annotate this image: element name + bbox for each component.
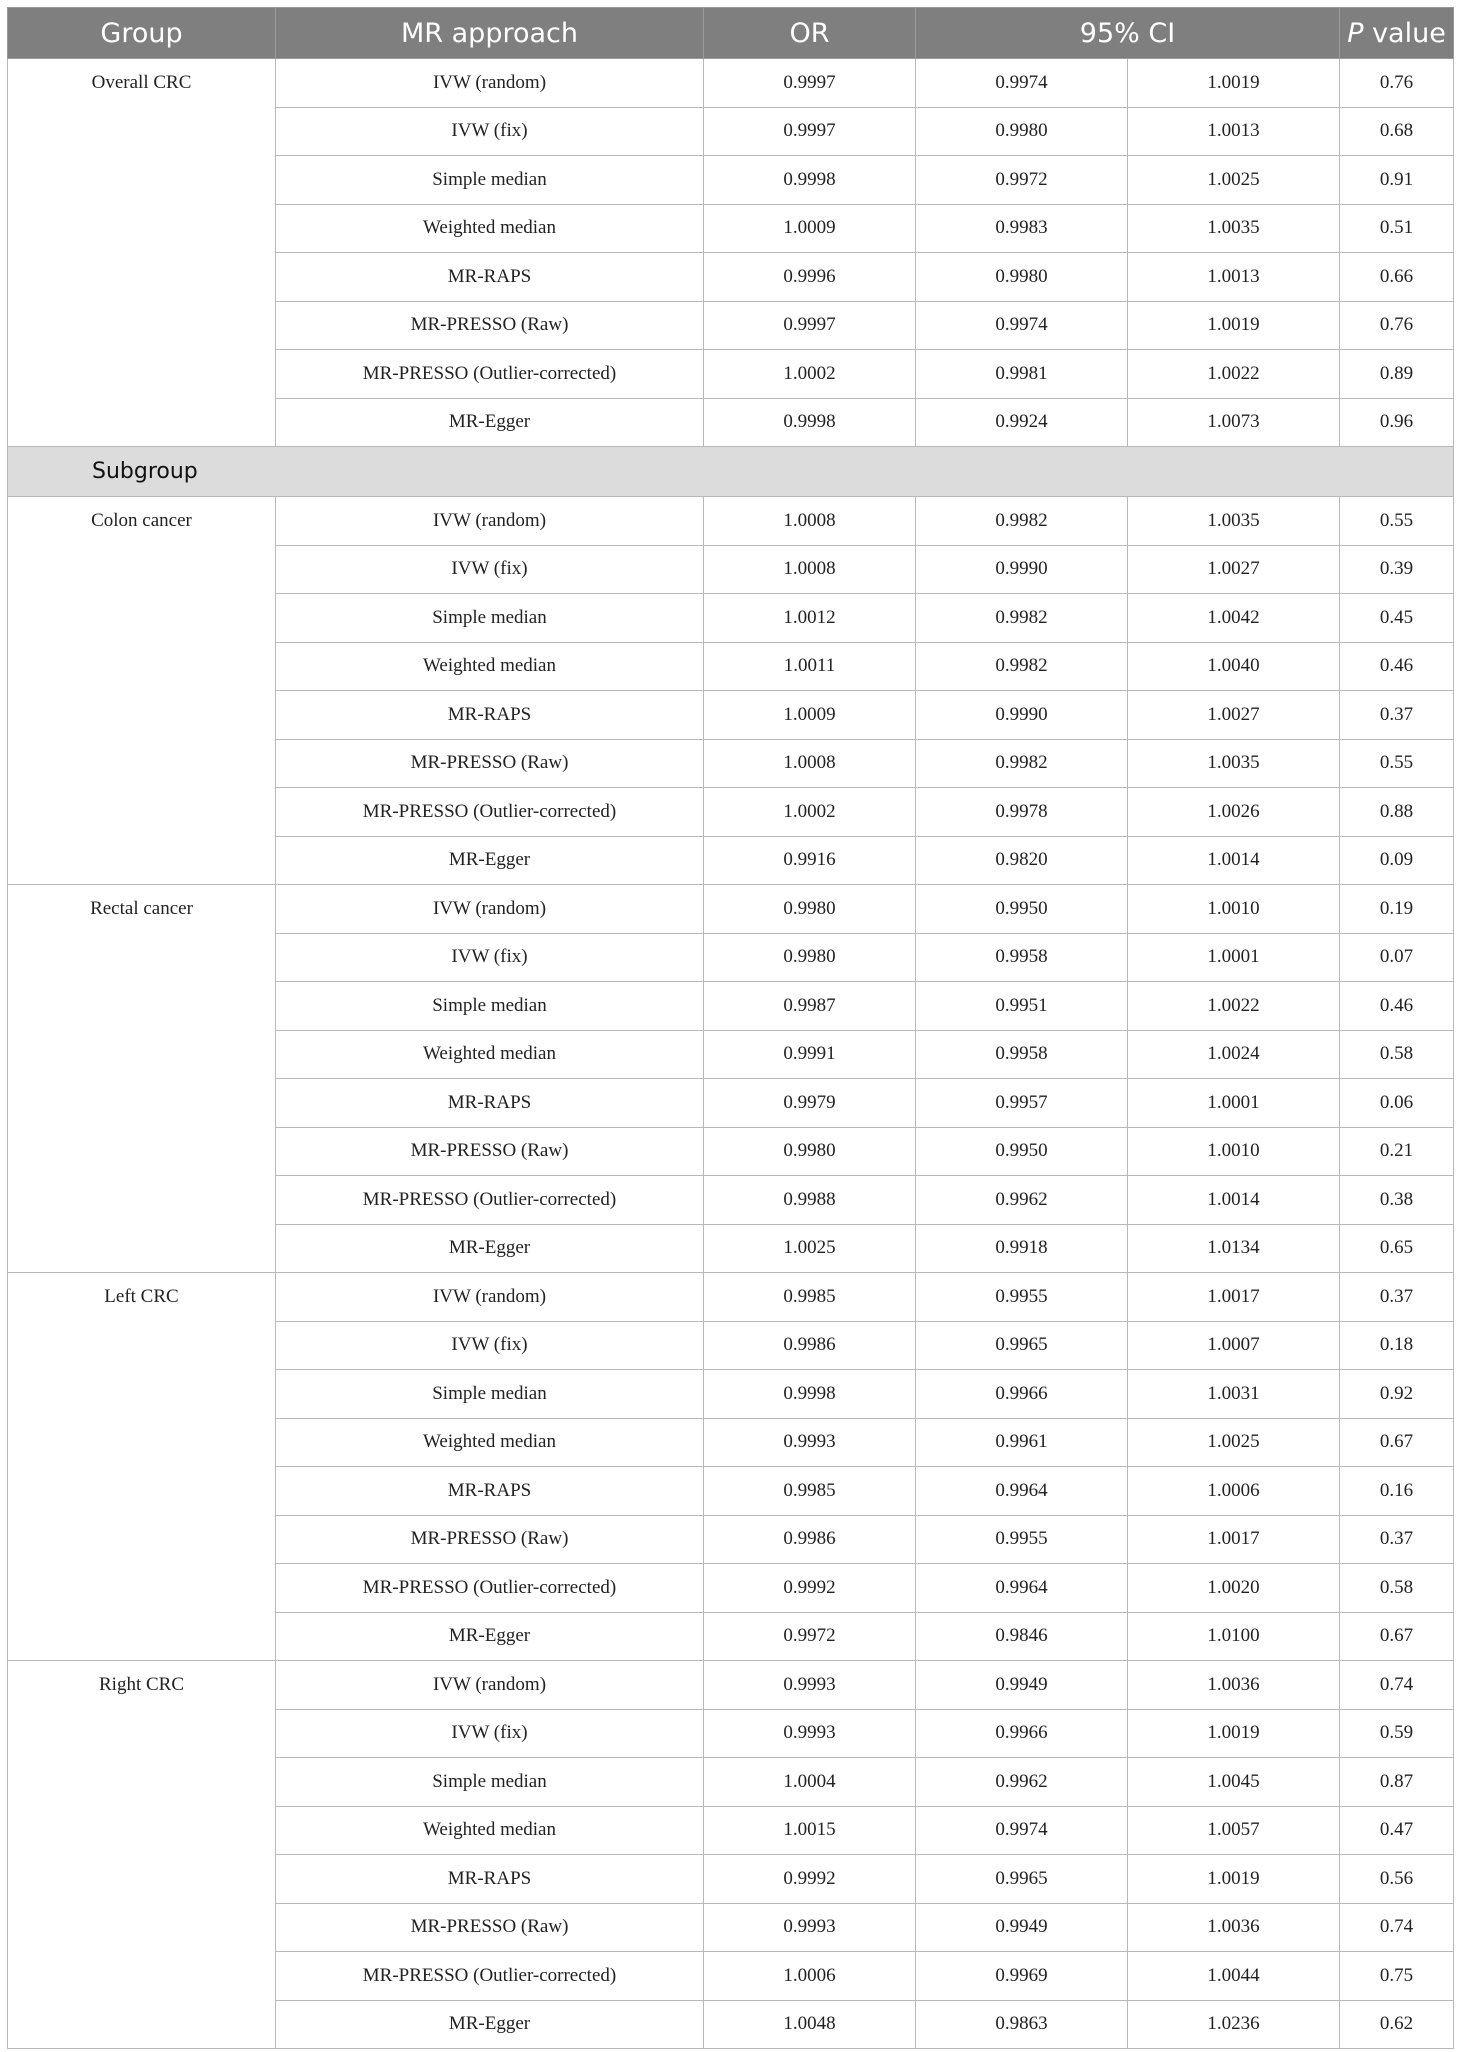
p-value-cell: 0.37 [1340,1515,1454,1564]
p-value-cell: 0.67 [1340,1612,1454,1661]
ci-upper-cell: 1.0027 [1128,691,1340,740]
ci-lower-cell: 0.9863 [916,2000,1128,2049]
ci-lower-cell: 0.9982 [916,594,1128,643]
group-cell [8,1418,276,1467]
or-cell: 0.9980 [704,933,916,982]
group-cell [8,1467,276,1516]
table-row [8,1467,1454,1516]
or-cell: 0.9986 [704,1321,916,1370]
mr-approach-cell: IVW (random) [276,1273,704,1322]
mr-approach-cell: MR-Egger [276,836,704,885]
or-cell: 0.9987 [704,982,916,1031]
ci-upper-cell: 1.0019 [1128,301,1340,350]
mr-approach-cell: MR-Egger [276,1224,704,1273]
ci-lower-cell: 0.9955 [916,1273,1128,1322]
subgroup-section-label: Subgroup [8,447,1454,497]
ci-upper-cell: 1.0026 [1128,788,1340,837]
or-cell: 1.0015 [704,1806,916,1855]
p-value-cell: 0.74 [1340,1661,1454,1710]
ci-lower-cell: 0.9958 [916,933,1128,982]
ci-lower-cell: 0.9980 [916,253,1128,302]
ci-lower-cell: 0.9961 [916,1418,1128,1467]
group-cell [8,642,276,691]
p-value-cell: 0.62 [1340,2000,1454,2049]
or-cell: 1.0012 [704,594,916,643]
ci-lower-cell: 0.9966 [916,1709,1128,1758]
mr-approach-cell: IVW (random) [276,885,704,934]
ci-upper-cell: 1.0035 [1128,497,1340,546]
table-row [8,1952,1454,2001]
ci-upper-cell: 1.0031 [1128,1370,1340,1419]
p-value-cell: 0.21 [1340,1127,1454,1176]
table-row [8,739,1454,788]
mr-approach-cell: IVW (random) [276,1661,704,1710]
or-cell: 0.9997 [704,59,916,108]
p-value-cell: 0.45 [1340,594,1454,643]
mr-approach-cell: MR-PRESSO (Raw) [276,301,704,350]
table-row [8,253,1454,302]
mr-approach-cell: Simple median [276,594,704,643]
table-row [8,1612,1454,1661]
or-cell: 1.0048 [704,2000,916,2049]
table-row [8,1564,1454,1613]
p-value-cell: 0.46 [1340,982,1454,1031]
subgroup-section-row [8,447,1454,497]
ci-upper-cell: 1.0236 [1128,2000,1340,2049]
p-value-cell: 0.09 [1340,836,1454,885]
ci-lower-cell: 0.9958 [916,1030,1128,1079]
table-row [8,1515,1454,1564]
header-or: OR [704,8,916,59]
ci-upper-cell: 1.0036 [1128,1661,1340,1710]
p-value-cell: 0.87 [1340,1758,1454,1807]
or-cell: 0.9986 [704,1515,916,1564]
mr-approach-cell: Weighted median [276,1806,704,1855]
group-cell [8,1127,276,1176]
group-cell: Left CRC [8,1273,276,1322]
group-cell [8,204,276,253]
mr-approach-cell: MR-RAPS [276,691,704,740]
p-value-cell: 0.59 [1340,1709,1454,1758]
table-row [8,545,1454,594]
mr-approach-cell: MR-PRESSO (Outlier-corrected) [276,1564,704,1613]
table-row [8,642,1454,691]
ci-lower-cell: 0.9965 [916,1855,1128,1904]
ci-upper-cell: 1.0022 [1128,350,1340,399]
header-row [8,8,1454,59]
ci-lower-cell: 0.9962 [916,1176,1128,1225]
p-value-cell: 0.39 [1340,545,1454,594]
p-value-cell: 0.56 [1340,1855,1454,1904]
mr-approach-cell: IVW (fix) [276,933,704,982]
group-cell [8,691,276,740]
group-cell [8,156,276,205]
ci-upper-cell: 1.0100 [1128,1612,1340,1661]
p-value-cell: 0.38 [1340,1176,1454,1225]
mr-approach-cell: Simple median [276,1370,704,1419]
ci-lower-cell: 0.9964 [916,1467,1128,1516]
group-cell [8,1515,276,1564]
table-row [8,1127,1454,1176]
results-table-container [7,7,1453,2049]
or-cell: 0.9992 [704,1564,916,1613]
ci-upper-cell: 1.0025 [1128,1418,1340,1467]
group-cell [8,1224,276,1273]
table-row [8,1709,1454,1758]
ci-upper-cell: 1.0014 [1128,836,1340,885]
ci-lower-cell: 0.9950 [916,1127,1128,1176]
table-row [8,1806,1454,1855]
mr-approach-cell: IVW (random) [276,59,704,108]
group-cell [8,545,276,594]
ci-lower-cell: 0.9924 [916,398,1128,447]
ci-lower-cell: 0.9966 [916,1370,1128,1419]
table-row [8,156,1454,205]
table-row [8,107,1454,156]
group-cell [8,788,276,837]
mr-approach-cell: MR-PRESSO (Outlier-corrected) [276,788,704,837]
ci-upper-cell: 1.0134 [1128,1224,1340,1273]
table-row [8,594,1454,643]
mr-approach-cell: MR-PRESSO (Raw) [276,739,704,788]
ci-upper-cell: 1.0013 [1128,107,1340,156]
group-cell [8,933,276,982]
mr-results-table [7,7,1454,2049]
or-cell: 0.9985 [704,1467,916,1516]
mr-approach-cell: IVW (fix) [276,107,704,156]
mr-approach-cell: MR-RAPS [276,1079,704,1128]
table-row [8,1855,1454,1904]
p-value-cell: 0.65 [1340,1224,1454,1273]
ci-upper-cell: 1.0014 [1128,1176,1340,1225]
ci-upper-cell: 1.0019 [1128,59,1340,108]
table-row [8,1176,1454,1225]
mr-approach-cell: Weighted median [276,1030,704,1079]
table-row [8,885,1454,934]
header-mr-approach: MR approach [276,8,704,59]
or-cell: 1.0009 [704,691,916,740]
table-row [8,497,1454,546]
ci-lower-cell: 0.9846 [916,1612,1128,1661]
table-row [8,1758,1454,1807]
table-row [8,1418,1454,1467]
group-cell [8,1612,276,1661]
ci-lower-cell: 0.9950 [916,885,1128,934]
ci-upper-cell: 1.0035 [1128,739,1340,788]
ci-upper-cell: 1.0013 [1128,253,1340,302]
mr-approach-cell: Simple median [276,156,704,205]
p-value-cell: 0.66 [1340,253,1454,302]
p-value-cell: 0.76 [1340,301,1454,350]
table-row [8,836,1454,885]
ci-lower-cell: 0.9980 [916,107,1128,156]
mr-approach-cell: MR-Egger [276,398,704,447]
ci-lower-cell: 0.9969 [916,1952,1128,2001]
p-value-cell: 0.89 [1340,350,1454,399]
ci-lower-cell: 0.9983 [916,204,1128,253]
ci-upper-cell: 1.0017 [1128,1273,1340,1322]
ci-lower-cell: 0.9974 [916,301,1128,350]
ci-lower-cell: 0.9820 [916,836,1128,885]
ci-lower-cell: 0.9981 [916,350,1128,399]
or-cell: 0.9972 [704,1612,916,1661]
p-value-cell: 0.75 [1340,1952,1454,2001]
p-value-cell: 0.88 [1340,788,1454,837]
mr-approach-cell: MR-Egger [276,1612,704,1661]
ci-lower-cell: 0.9951 [916,982,1128,1031]
ci-lower-cell: 0.9949 [916,1903,1128,1952]
header-group: Group [8,8,276,59]
ci-upper-cell: 1.0019 [1128,1709,1340,1758]
group-cell [8,350,276,399]
ci-upper-cell: 1.0019 [1128,1855,1340,1904]
group-cell [8,594,276,643]
p-value-cell: 0.46 [1340,642,1454,691]
mr-approach-cell: MR-RAPS [276,253,704,302]
ci-lower-cell: 0.9990 [916,691,1128,740]
p-value-cell: 0.06 [1340,1079,1454,1128]
ci-upper-cell: 1.0001 [1128,1079,1340,1128]
table-row [8,301,1454,350]
group-cell [8,1709,276,1758]
mr-approach-cell: MR-RAPS [276,1467,704,1516]
mr-approach-cell: Simple median [276,982,704,1031]
mr-approach-cell: MR-Egger [276,2000,704,2049]
table-row [8,59,1454,108]
ci-lower-cell: 0.9955 [916,1515,1128,1564]
ci-upper-cell: 1.0035 [1128,204,1340,253]
header-p-rest: value [1363,17,1446,49]
group-cell: Right CRC [8,1661,276,1710]
table-row [8,1661,1454,1710]
mr-approach-cell: Simple median [276,1758,704,1807]
ci-upper-cell: 1.0010 [1128,1127,1340,1176]
ci-lower-cell: 0.9972 [916,156,1128,205]
mr-approach-cell: IVW (random) [276,497,704,546]
or-cell: 1.0006 [704,1952,916,2001]
p-value-cell: 0.67 [1340,1418,1454,1467]
mr-approach-cell: MR-PRESSO (Raw) [276,1515,704,1564]
p-value-cell: 0.51 [1340,204,1454,253]
group-cell [8,1903,276,1952]
or-cell: 0.9985 [704,1273,916,1322]
ci-upper-cell: 1.0045 [1128,1758,1340,1807]
mr-approach-cell: MR-PRESSO (Outlier-corrected) [276,1176,704,1225]
ci-lower-cell: 0.9974 [916,1806,1128,1855]
p-value-cell: 0.16 [1340,1467,1454,1516]
table-row [8,398,1454,447]
or-cell: 0.9998 [704,156,916,205]
p-value-cell: 0.92 [1340,1370,1454,1419]
table-row [8,1079,1454,1128]
group-cell [8,398,276,447]
mr-approach-cell: MR-RAPS [276,1855,704,1904]
p-value-cell: 0.58 [1340,1564,1454,1613]
ci-upper-cell: 1.0006 [1128,1467,1340,1516]
ci-upper-cell: 1.0025 [1128,156,1340,205]
group-cell [8,1370,276,1419]
p-value-cell: 0.37 [1340,1273,1454,1322]
group-cell [8,1806,276,1855]
or-cell: 0.9996 [704,253,916,302]
p-value-cell: 0.37 [1340,691,1454,740]
table-row [8,1321,1454,1370]
ci-upper-cell: 1.0040 [1128,642,1340,691]
p-value-cell: 0.19 [1340,885,1454,934]
or-cell: 0.9993 [704,1709,916,1758]
p-value-cell: 0.96 [1340,398,1454,447]
mr-approach-cell: Weighted median [276,204,704,253]
ci-lower-cell: 0.9978 [916,788,1128,837]
table-row [8,1224,1454,1273]
ci-upper-cell: 1.0020 [1128,1564,1340,1613]
group-cell [8,1176,276,1225]
mr-approach-cell: MR-PRESSO (Raw) [276,1903,704,1952]
group-cell [8,1079,276,1128]
group-cell: Rectal cancer [8,885,276,934]
group-cell [8,107,276,156]
ci-lower-cell: 0.9982 [916,739,1128,788]
mr-approach-cell: IVW (fix) [276,545,704,594]
p-value-cell: 0.55 [1340,497,1454,546]
group-cell [8,739,276,788]
ci-upper-cell: 1.0022 [1128,982,1340,1031]
or-cell: 0.9993 [704,1661,916,1710]
or-cell: 0.9992 [704,1855,916,1904]
table-row [8,350,1454,399]
mr-approach-cell: MR-PRESSO (Raw) [276,1127,704,1176]
ci-lower-cell: 0.9982 [916,497,1128,546]
table-row [8,788,1454,837]
mr-approach-cell: IVW (fix) [276,1709,704,1758]
or-cell: 1.0004 [704,1758,916,1807]
group-cell [8,1321,276,1370]
table-row [8,1030,1454,1079]
or-cell: 0.9979 [704,1079,916,1128]
group-cell [8,1758,276,1807]
ci-upper-cell: 1.0073 [1128,398,1340,447]
ci-lower-cell: 0.9982 [916,642,1128,691]
or-cell: 0.9980 [704,1127,916,1176]
ci-upper-cell: 1.0024 [1128,1030,1340,1079]
or-cell: 1.0002 [704,788,916,837]
ci-upper-cell: 1.0010 [1128,885,1340,934]
table-row [8,204,1454,253]
ci-lower-cell: 0.9918 [916,1224,1128,1273]
ci-lower-cell: 0.9949 [916,1661,1128,1710]
or-cell: 0.9980 [704,885,916,934]
group-cell: Overall CRC [8,59,276,108]
or-cell: 1.0011 [704,642,916,691]
group-cell [8,1030,276,1079]
table-row [8,982,1454,1031]
header-p-value [1340,8,1454,59]
or-cell: 1.0002 [704,350,916,399]
or-cell: 1.0025 [704,1224,916,1273]
p-value-cell: 0.74 [1340,1903,1454,1952]
table-row [8,1370,1454,1419]
p-value-cell: 0.91 [1340,156,1454,205]
group-cell: Colon cancer [8,497,276,546]
ci-upper-cell: 1.0057 [1128,1806,1340,1855]
p-value-cell: 0.47 [1340,1806,1454,1855]
table-row [8,1903,1454,1952]
ci-lower-cell: 0.9990 [916,545,1128,594]
p-value-cell: 0.58 [1340,1030,1454,1079]
ci-lower-cell: 0.9965 [916,1321,1128,1370]
mr-approach-cell: Weighted median [276,642,704,691]
mr-approach-cell: MR-PRESSO (Outlier-corrected) [276,1952,704,2001]
p-value-cell: 0.18 [1340,1321,1454,1370]
ci-upper-cell: 1.0017 [1128,1515,1340,1564]
mr-approach-cell: MR-PRESSO (Outlier-corrected) [276,350,704,399]
ci-upper-cell: 1.0044 [1128,1952,1340,2001]
or-cell: 0.9993 [704,1903,916,1952]
group-cell [8,1564,276,1613]
group-cell [8,2000,276,2049]
ci-lower-cell: 0.9962 [916,1758,1128,1807]
or-cell: 0.9997 [704,107,916,156]
group-cell [8,301,276,350]
table-row [8,2000,1454,2049]
table-row [8,1273,1454,1322]
p-value-cell: 0.76 [1340,59,1454,108]
or-cell: 1.0008 [704,497,916,546]
header-ci: 95% CI [916,8,1340,59]
or-cell: 0.9991 [704,1030,916,1079]
table-row [8,933,1454,982]
p-value-cell: 0.68 [1340,107,1454,156]
group-cell [8,836,276,885]
ci-upper-cell: 1.0042 [1128,594,1340,643]
table-row [8,691,1454,740]
group-cell [8,1855,276,1904]
ci-upper-cell: 1.0007 [1128,1321,1340,1370]
or-cell: 0.9998 [704,1370,916,1419]
group-cell [8,1952,276,2001]
header-p-italic: P [1347,17,1364,49]
or-cell: 1.0008 [704,545,916,594]
or-cell: 0.9916 [704,836,916,885]
or-cell: 1.0009 [704,204,916,253]
p-value-cell: 0.55 [1340,739,1454,788]
ci-lower-cell: 0.9974 [916,59,1128,108]
or-cell: 0.9998 [704,398,916,447]
table-body [8,59,1454,2049]
ci-upper-cell: 1.0027 [1128,545,1340,594]
or-cell: 0.9997 [704,301,916,350]
ci-upper-cell: 1.0001 [1128,933,1340,982]
or-cell: 1.0008 [704,739,916,788]
mr-approach-cell: Weighted median [276,1418,704,1467]
p-value-cell: 0.07 [1340,933,1454,982]
or-cell: 0.9993 [704,1418,916,1467]
ci-upper-cell: 1.0036 [1128,1903,1340,1952]
or-cell: 0.9988 [704,1176,916,1225]
group-cell [8,253,276,302]
mr-approach-cell: IVW (fix) [276,1321,704,1370]
group-cell [8,982,276,1031]
ci-lower-cell: 0.9957 [916,1079,1128,1128]
ci-lower-cell: 0.9964 [916,1564,1128,1613]
